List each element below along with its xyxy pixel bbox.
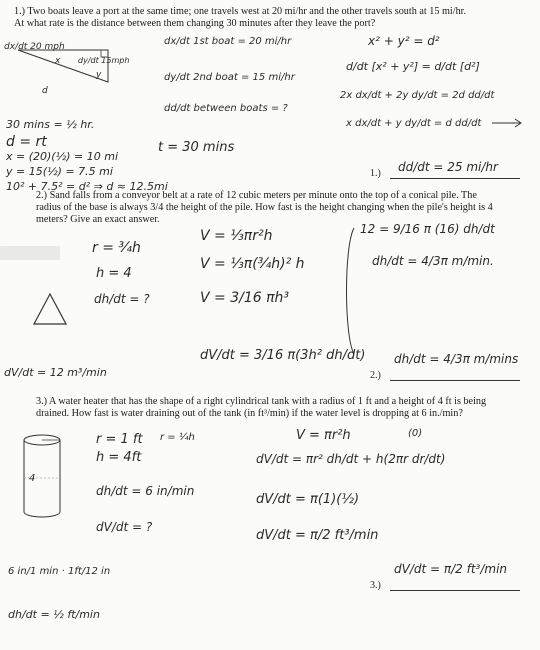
work2-h: h = 4 <box>96 266 132 281</box>
work1-line-3: x = (20)(½) = 10 mi <box>6 150 119 163</box>
triangle-diagram <box>10 42 130 112</box>
work1-line-4: y = 15(½) = 7.5 mi <box>6 165 113 178</box>
work3-dvdt: dV/dt = ? <box>96 520 153 534</box>
work3-r: r = 1 ft <box>96 432 143 447</box>
cylinder-diagram <box>20 432 64 522</box>
work3-d2: dV/dt = π(1)(½) <box>256 492 360 507</box>
answer-3-line <box>390 590 520 591</box>
answer-1-label: 1.) <box>370 168 381 179</box>
work1-line-2: d = rt <box>6 134 47 150</box>
arrow-icon <box>490 117 526 129</box>
problem-2-text <box>36 190 534 226</box>
work2-v2: V = ⅓π(¾h)² h <box>200 256 305 272</box>
problem-2-line-3: meters? Give an exact answer. <box>36 214 160 225</box>
bracket <box>340 226 356 356</box>
work2-dvdt: dV/dt = 12 m³/min <box>4 366 107 379</box>
answer-2-label: 2.) <box>370 370 381 381</box>
problem-2-line-2: radius of the base is always 3/4 the height of the pile. How fast is the height changing when the pile's height is 4 <box>36 202 493 213</box>
pythag-eq: x² + y² = d² <box>368 34 440 48</box>
work2-v4: dV/dt = 3/16 π(3h² dh/dt) <box>200 348 366 363</box>
answer-1-value: dd/dt = 25 mi/hr <box>398 160 498 174</box>
triangle-label-y: y <box>96 70 102 80</box>
cone-diagram <box>30 290 70 330</box>
triangle-label-20mph: dx/dt 20 mph <box>4 42 65 52</box>
chain-rule-eq: 2x dx/dt + 2y dy/dt = 2d dd/dt <box>340 90 495 101</box>
problem-2-line-1: 2.) Sand falls from a conveyor belt at a rate of 12 cubic meters per minute onto the top of a conical pile. The <box>36 190 477 201</box>
work1-line-1: 30 mins = ½ hr. <box>6 118 95 131</box>
answer-2-value: dh/dt = 4/3π m/mins <box>394 352 519 366</box>
work2-s2: dh/dt = 4/3π m/min. <box>372 254 494 268</box>
problem-3-text <box>36 396 534 420</box>
problem-1-text <box>14 6 534 30</box>
simplified-eq: x dx/dt + y dy/dt = d dd/dt <box>346 118 482 129</box>
work3-conv2: dh/dt = ½ ft/min <box>8 608 100 621</box>
dddt-between-boats: dd/dt between boats = ? <box>164 103 288 114</box>
problem-1-line-1: 1.) Two boats leave a port at the same time; one travels west at 20 mi/hr and the other travels south at 15 mi/hr. <box>14 6 467 17</box>
work3-d3: dV/dt = π/2 ft³/min <box>256 528 379 543</box>
triangle-label-x: x <box>55 56 61 66</box>
work3-rh: r = ¼h <box>160 432 195 443</box>
time-30-mins: t = 30 mins <box>158 140 235 155</box>
work3-v: V = πr²h <box>296 428 351 443</box>
problem-3-line-2: drained. How fast is water draining out of the tank (in ft³/min) if the water level is dropping at 6 in./min? <box>36 408 463 419</box>
work2-s1: 12 = 9/16 π (16) dh/dt <box>360 222 495 236</box>
work3-d1: dV/dt = πr² dh/dt + h(2πr dr/dt) <box>256 452 446 466</box>
answer-2-line <box>390 380 520 381</box>
work1-line-5: 10² + 7.5² = d² ⇒ d ≈ 12.5mi <box>6 180 168 193</box>
answer-3-value: dV/dt = π/2 ft³/min <box>394 562 508 576</box>
work2-r: r = ¾h <box>92 240 141 256</box>
work3-conv1: 6 in/1 min · 1ft/12 in <box>8 566 111 577</box>
problem-3-line-1: 3.) A water heater that has the shape of a right cylindrical tank with a radius of 1 ft and a height of 4 ft is being <box>36 396 487 407</box>
dydt-second-boat: dy/dt 2nd boat = 15 mi/hr <box>164 72 295 83</box>
work2-v1: V = ⅓πr²h <box>200 228 273 244</box>
work2-dhdt: dh/dt = ? <box>94 292 150 306</box>
work2-v3: V = 3/16 πh³ <box>200 290 290 306</box>
work3-zero: (0) <box>408 428 423 439</box>
dxdt-first-boat: dx/dt 1st boat = 20 mi/hr <box>164 36 292 47</box>
triangle-label-15mph: dy/dt 15mph <box>78 56 130 65</box>
smudge <box>0 246 60 260</box>
derivative-eq: d/dt [x² + y²] = d/dt [d²] <box>346 60 480 73</box>
answer-3-label: 3.) <box>370 580 381 591</box>
work3-dhdt: dh/dt = 6 in/min <box>96 484 195 498</box>
work3-h: h = 4ft <box>96 450 142 465</box>
problem-1-line-2: At what rate is the distance between them changing 30 minutes after they leave the port? <box>14 18 376 29</box>
triangle-label-d: d <box>42 86 48 96</box>
answer-1-line <box>390 178 520 179</box>
cylinder-height-label: 4 <box>29 473 36 484</box>
